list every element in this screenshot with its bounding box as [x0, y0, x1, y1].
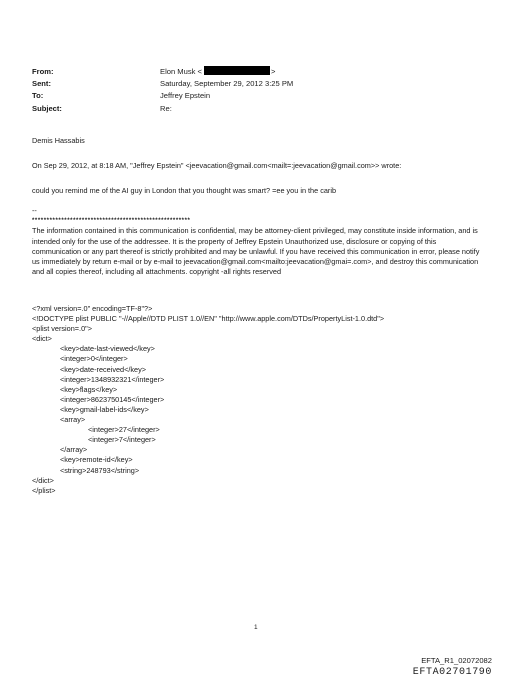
confidentiality-disclaimer: The information contained in this communication is confidential, may be attorney-client privileged, may constitute inside information, and is intended only for the use of the addressee. It is the property of Jeffrey Epstein Unauthorized use, disclosure or copying of this communication or any part thereof is strictly prohibited and may be unlawful. If you have received this communication in error, please notify us immediately by return e-mail or by e-mail to jeevacation@gmail.com<mailto:jeevacation@gmai=.com>, and destroy this communication and all copies thereof, including all attachments. copyright -all rights reserved [32, 226, 480, 276]
bates-number-primary: EFTA_R1_02072082 [421, 656, 492, 665]
to-value: Jeffrey Epstein [160, 91, 211, 101]
plist-line: <dict> [32, 334, 52, 344]
plist-block [32, 304, 384, 496]
bates-number-secondary: EFTA02701790 [412, 667, 492, 678]
quoted-question: could you remind me of the AI guy in London that you thought was smart? =ee you in the carib [32, 186, 337, 196]
plist-line: <!DOCTYPE plist PUBLIC "-//Apple//DTD PLIST 1.0//EN" "http://www.apple.com/DTDs/PropertyList-1.0.dtd"> [32, 314, 385, 324]
separator-stars: ****************************************************** [32, 218, 191, 225]
plist-line: <plist version=.0"> [32, 324, 92, 334]
subject-row [32, 103, 293, 115]
from-name: Elon Musk < [160, 67, 202, 76]
plist-line: </dict> [32, 475, 54, 485]
plist-line: <array> [60, 415, 86, 425]
email-body [32, 136, 484, 277]
plist-line: <integer>7</integer> [88, 435, 156, 445]
plist-line: </plist> [32, 485, 56, 495]
to-row [32, 90, 293, 102]
subject-label: Subject: [32, 103, 62, 113]
signature-dash: -- [32, 206, 37, 216]
plist-line: <key>remote-id</key> [60, 455, 133, 465]
plist-line: <integer>8623750145</integer> [60, 394, 165, 404]
plist-line: <string>248793</string> [60, 465, 140, 475]
plist-line: <key>flags</key> [60, 384, 118, 394]
plist-line: <key>date-last-viewed</key> [60, 344, 155, 354]
subject-value: Re: [160, 103, 172, 113]
redaction-box [204, 66, 270, 75]
sent-label: Sent: [32, 79, 51, 89]
from-close: > [271, 67, 276, 76]
reply-text: Demis Hassabis [32, 136, 85, 145]
from-row [32, 66, 293, 78]
plist-line: <integer>27</integer> [88, 425, 160, 435]
from-label: From: [32, 67, 54, 76]
to-label: To: [32, 91, 44, 101]
email-header [32, 66, 293, 115]
sent-row [32, 78, 293, 90]
sent-value: Saturday, September 29, 2012 3:25 PM [160, 79, 294, 89]
from-value [160, 66, 275, 78]
plist-line: <key>gmail-label-ids</key> [60, 404, 149, 414]
page-number: 1 [254, 624, 258, 631]
plist-line: </array> [60, 445, 88, 455]
plist-line: <?xml version=.0" encoding=TF-8"?> [32, 304, 153, 313]
quote-attribution: On Sep 29, 2012, at 8:18 AM, "Jeffrey Epstein" <jeevacation@gmail.com<mailt=:jeevacation@gmail.com>> wrote: [32, 161, 402, 171]
plist-line: <integer>1348932321</integer> [60, 374, 165, 384]
plist-line: <key>date-received</key> [60, 364, 146, 374]
plist-line: <integer>0</integer> [60, 354, 128, 364]
